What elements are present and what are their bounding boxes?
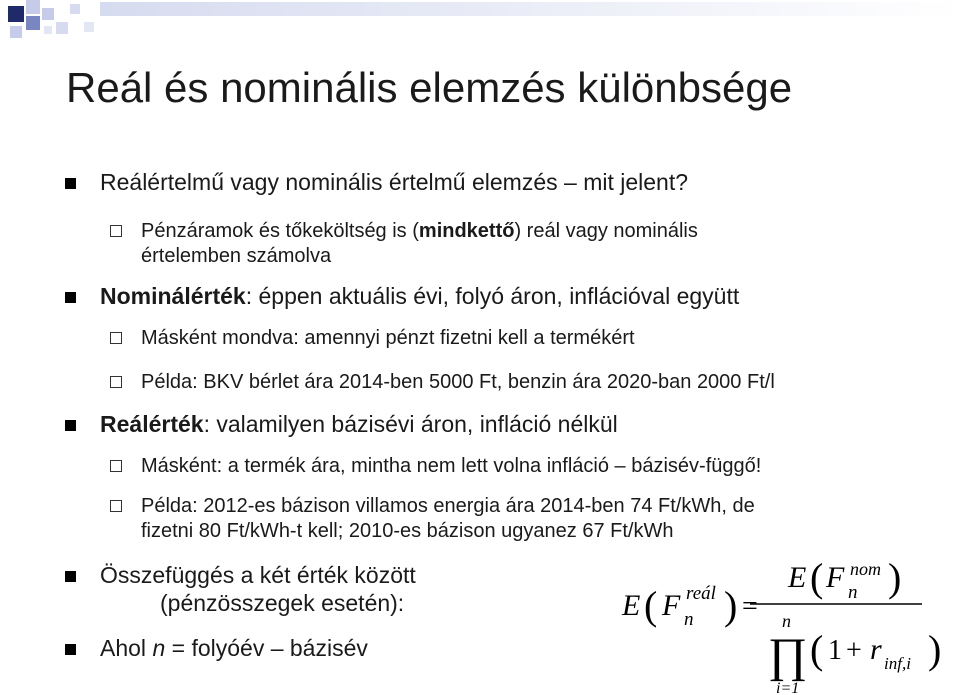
slide-title: Reál és nominális elemzés különbsége bbox=[66, 64, 793, 111]
formula-F-right: F bbox=[826, 561, 845, 594]
bullet-square bbox=[65, 644, 76, 655]
sub-bullet-box bbox=[110, 332, 122, 344]
deco-square bbox=[8, 6, 24, 22]
formula-sup-real: reál bbox=[686, 583, 716, 604]
formula-sub-inf: inf,i bbox=[884, 654, 911, 673]
text-part: (pénzösszegek esetén): bbox=[160, 590, 405, 616]
bullet-real bbox=[100, 410, 618, 438]
product-sign: ∏ bbox=[768, 629, 808, 682]
text-part: Ahol bbox=[100, 635, 153, 661]
text-part: fizetni 80 Ft/kWh-t kell; 2010-es bázison ugyanez 67 Ft/kWh bbox=[141, 520, 674, 542]
paren-open: ( bbox=[810, 555, 824, 600]
text-part: Példa: 2012-es bázison villamos energia ára 2014-ben 74 Ft/kWh, de bbox=[141, 495, 755, 517]
deco-square bbox=[42, 8, 54, 20]
paren-open: ( bbox=[810, 627, 824, 672]
text-bold: mindkettő bbox=[418, 220, 515, 242]
sub-bullet-real-1 bbox=[141, 454, 921, 479]
bullet-square bbox=[65, 571, 76, 582]
text-part: értelemben számolva bbox=[141, 245, 332, 267]
bullet-text: Másként: a termék ára, mintha nem lett volna infláció – bázisév-függő! bbox=[141, 455, 762, 477]
text-part: ) reál vagy nominális bbox=[514, 220, 698, 242]
bullet-text: Másként mondva: amennyi pénzt fizetni kell a termékért bbox=[141, 327, 635, 349]
text-part: Összefüggés a két érték között bbox=[100, 562, 416, 588]
formula-r: r bbox=[870, 633, 882, 666]
sub-bullet-box bbox=[110, 500, 122, 512]
formula-plus: + bbox=[846, 635, 862, 666]
decorative-squares bbox=[0, 0, 960, 50]
bullet-square bbox=[65, 178, 76, 189]
bullet-text: Példa: BKV bérlet ára 2014-ben 5000 Ft, benzin ára 2020-ban 2000 Ft/l bbox=[141, 371, 775, 393]
sub-bullet-cashflows bbox=[141, 219, 921, 269]
sub-bullet-box bbox=[110, 460, 122, 472]
text-part: Pénzáramok és tőkeköltség is ( bbox=[141, 220, 419, 242]
formula-one: 1 bbox=[828, 635, 842, 666]
paren-close: ) bbox=[724, 583, 738, 628]
formula-sup-nom: nom bbox=[850, 559, 881, 579]
formula-F-left: F bbox=[662, 589, 681, 622]
bullet-square bbox=[65, 420, 76, 431]
deco-square bbox=[44, 26, 52, 34]
deco-square bbox=[10, 26, 22, 38]
bullet-relation bbox=[100, 561, 416, 617]
deco-bar bbox=[100, 2, 960, 16]
formula-E-right: E bbox=[788, 561, 807, 594]
sub-bullet-nominal-2 bbox=[141, 370, 921, 395]
bullet-question bbox=[100, 168, 688, 196]
paren-open: ( bbox=[644, 583, 658, 628]
paren-close: ) bbox=[888, 555, 902, 600]
deco-square bbox=[84, 22, 94, 32]
formula-E-left: E bbox=[622, 589, 641, 622]
sub-bullet-nominal-1 bbox=[141, 326, 921, 351]
bullet-square bbox=[65, 292, 76, 303]
deco-square bbox=[70, 4, 80, 14]
definition-nominal: : éppen aktuális évi, folyó áron, inflációval együtt bbox=[245, 283, 740, 309]
definition-real: : valamilyen bázisévi áron, infláció nélkül bbox=[203, 411, 618, 437]
deco-square bbox=[56, 22, 68, 34]
formula-sub-n-right: n bbox=[848, 582, 858, 603]
sub-bullet-box bbox=[110, 225, 122, 237]
bullet-nominal bbox=[100, 282, 739, 310]
bullet-text: Reálértelmű vagy nominális értelmű elemzés – mit jelent? bbox=[100, 169, 689, 195]
formula bbox=[600, 545, 960, 695]
deco-square bbox=[26, 0, 40, 14]
formula-sub-n-left: n bbox=[684, 609, 694, 630]
term-real: Reálérték bbox=[100, 411, 204, 437]
bullet-where bbox=[100, 634, 368, 662]
sub-bullet-real-2 bbox=[141, 494, 921, 544]
text-part: = folyóév – bázisév bbox=[165, 635, 368, 661]
paren-close: ) bbox=[928, 627, 942, 672]
sub-bullet-box bbox=[110, 376, 122, 388]
variable-n: n bbox=[152, 635, 166, 661]
formula-equals: = bbox=[742, 591, 758, 622]
deco-square bbox=[26, 16, 40, 30]
product-upper-limit: n bbox=[782, 611, 791, 631]
product-lower-limit: i=1 bbox=[776, 680, 800, 695]
term-nominal: Nominálérték bbox=[100, 283, 246, 309]
